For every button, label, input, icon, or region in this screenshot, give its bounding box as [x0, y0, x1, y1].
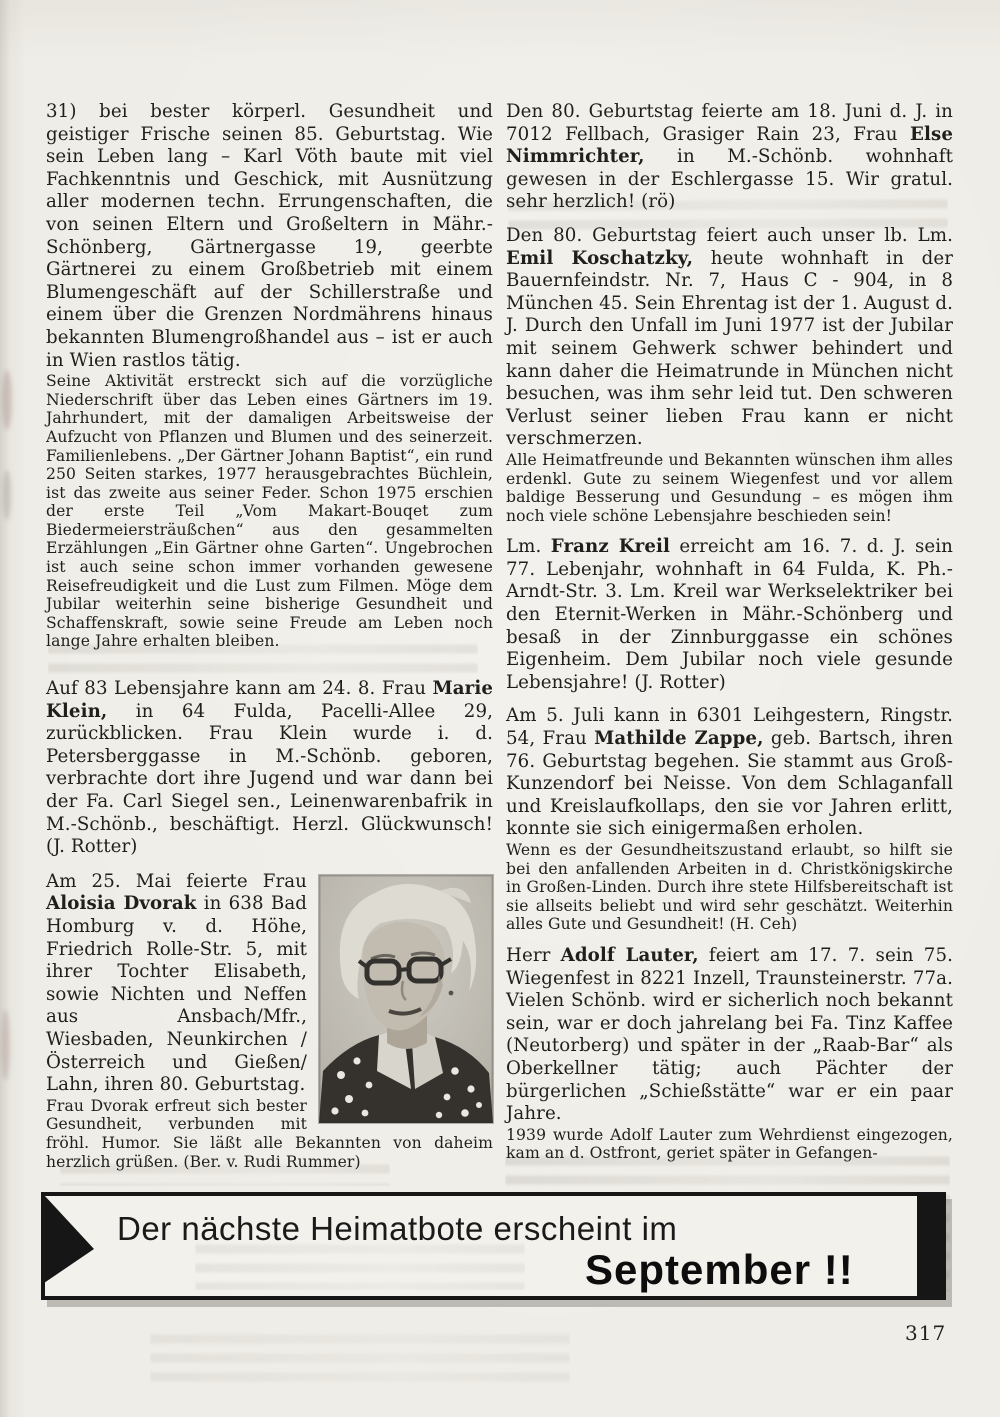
- article-with-photo: [46, 871, 493, 1171]
- paragraph-text: in 638 Bad Homburg v. d. Höhe, Friedrich Rolle-Str. 5, mit ihrer Tochter Elisabeth, sowie Nichten und Neffen aus Ansbach/Mfr., Wiesbaden, Neunkirchen /Österreich und Gießen/ Lahn, ihren 80. Geburtstag.: [46, 893, 308, 1096]
- left-column-articles: [46, 101, 493, 859]
- person-name-bold: Adolf Lauter,: [560, 944, 699, 966]
- article-paragraph: [506, 841, 953, 934]
- person-name-bold: Mathilde Zappe,: [594, 728, 764, 750]
- article-paragraph: [506, 101, 953, 214]
- article-paragraph: [46, 678, 493, 859]
- scan-edge-mark: [1, 1010, 10, 1080]
- paragraph-text: Den 80. Geburtstag feiert auch unser lb. Lm.: [506, 224, 953, 246]
- banner-end-bar: [917, 1196, 942, 1296]
- article-paragraph: [506, 225, 953, 451]
- paragraph-text: Auf 83 Lebensjahre kann am 24. 8. Frau: [46, 678, 433, 700]
- banner-arrow-icon: [44, 1195, 96, 1287]
- banner-text-line2: September !!: [585, 1246, 854, 1293]
- bleed-through-text: [150, 1330, 570, 1390]
- portrait-photo: [319, 875, 493, 1123]
- paragraph-text: Alle Heimatfreunde und Bekannten wünschen ihm alles erdenkl. Gute zu seinem Wiegenfest und vor allem baldige Besserung und Gesundung – es mögen ihm noch viele schöne Lebensjahre beschieden sein!: [506, 450, 953, 525]
- paragraph-text: Frau Dvorak erfreut sich bester Gesundheit, verbunden mit fröhl. Humor. Sie läßt alle Bekannten von daheim herzlich grüßen. (Ber. v. Rudi Rummer): [46, 1096, 493, 1171]
- scan-edge-mark: [3, 470, 11, 520]
- person-name-bold: Else Nimmrichter,: [506, 123, 953, 168]
- paragraph-text: 31) bei bester körperl. Gesundheit und geistiger Frische seinen 85. Geburtstag. Wie sein Leben lang – Karl Vöth baute mit viel Fachkenntnis und Geschick, mit Ausnützung aller modernen techn. Errungenschaften, die von seinen Eltern und Großeltern in Mähr.-Schönberg, Gärtnergasse 19, geerbte Gärtnerei zu einem Großbetrieb mit einem Blumengeschäft auf der Schillerstraße und einem über die Grenzen Nordmährens hinaus bekannten Blumengroßhandel aus – ist er auch in Wien rastlos tätig.: [46, 101, 493, 371]
- article-paragraph: [46, 372, 493, 651]
- article-paragraph: [506, 945, 953, 1126]
- paragraph-text: Herr: [506, 944, 561, 966]
- paragraph-text: geb. Bartsch, ihren 76. Geburtstag begehen. Sie stammt aus Groß-Kunzendorf bei Neisse. Von dem Schlaganfall und Kreislaufkollaps, den sie vor Jahren erlitt, konnte sie sich einigermaßen erholen.: [506, 728, 953, 840]
- paragraph-text: feiert am 17. 7. sein 75. Wiegenfest in 8221 Inzell, Traunsteinerstr. 77a. Vielen Schönb. wird er sicherlich noch bekannt sein, war er doch jahrelang bei Fa. Tinz Kaffee (Neutorberg) und später in der „Raab-Bar“ als Oberkellner tätig; auch Pächter der bürgerlichen „Schießstätte“ war er ein paar Jahre.: [506, 944, 953, 1125]
- paragraph-text: Am 25. Mai feierte Frau: [46, 870, 307, 892]
- two-column-text-area: [46, 101, 954, 1171]
- person-name-bold: Aloisia Dvorak: [46, 893, 197, 915]
- article-paragraph: [506, 705, 953, 841]
- person-name-bold: Marie Klein,: [46, 678, 493, 722]
- paragraph-text: Am 5. Juli kann in 6301 Leihgestern, Ringstr. 54, Frau: [506, 705, 953, 750]
- article-paragraph: [506, 1126, 953, 1163]
- paragraph-text: Seine Aktivität erstreckt sich auf die vorzügliche Niederschrift über das Leben eines Gärtners im 19. Jahrhundert, mit der damaligen Arbeitsweise der Aufzucht von Pflanzen und Blumen und des seinerzeit. Familienlebens. „Der Gärtner Johann Baptist“, ein rund 250 Seiten starkes, 1977 herausgebrachtes Büchlein, ist das zweite aus seiner Feder. Schon 1975 erschien der erste Teil „Vom Makart-Bouqet zum Biedermeiersträußchen“ aus den gesammelten Erzählungen „Ein Gärtner ohne Garten“. Ungebrochen ist auch seine schon immer vorhanden gewesene Reisefreudigkeit und die Lust zum Filmen. Möge dem Jubilar weiterhin seine bisherige Gesundheit und Schaffenskraft, sowie seine Freude am Leben noch lange Jahre erhalten bleiben.: [46, 372, 493, 651]
- paragraph-text: heute wohnhaft in der Bauernfeindstr. Nr. 7, Haus C - 904, in 8 München 45. Sein Ehrentag ist der 1. August d. J. Durch den Unfall im Juni 1977 ist der Jubilar mit seinem Gehwerk schwer behindert und kann daher die Heimatrunde in München nicht besuchen, was ihm sehr leid tut. Den schweren Verlust seiner lieben Frau kann er nicht verschmerzen.: [506, 247, 953, 450]
- announcement-banner: [41, 1192, 946, 1300]
- right-column: [506, 101, 953, 1171]
- paragraph-text: in M.-Schönb. wohnhaft gewesen in der Eschlergasse 15. Wir gratul. sehr herzlich! (rö): [506, 146, 953, 213]
- paragraph-text: Lm.: [506, 536, 551, 558]
- paragraph-text: erreicht am 16. 7. d. J. sein 77. Lebenjahr, wohnhaft in 64 Fulda, K. Ph.-Arndt-Str. 3. Lm. Kreil war Werkselektriker bei den Eternit-Werken in Mähr.-Schönberg und besaß in der Zinnburggasse ein schönes Eigenheim. Dem Jubilar noch viele gesunde Lebensjahre! (J. Rotter): [506, 536, 953, 693]
- paragraph-text: in 64 Fulda, Pacelli-Allee 29, zurückblicken. Frau Klein wurde i. d. Petersberggasse in M.-Schönb. geboren, verbrachte dort ihre Jugend und war dann bei der Fa. Carl Siegel sen., Leinenwarenbafrik in M.-Schönb., beschäftigt. Herzl. Glückwunsch! (J. Rotter): [46, 700, 493, 858]
- person-name-bold: Emil Koschatzky,: [506, 247, 694, 269]
- portrait-photo-illustration: [319, 875, 493, 1123]
- paragraph-text: Den 80. Geburtstag feierte am 18. Juni d. J. in 7012 Fellbach, Grasiger Rain 23, Frau: [506, 101, 953, 145]
- scan-edge-mark: [2, 370, 12, 430]
- banner-text-line1: Der nächste Heimatbote erscheint im: [117, 1210, 678, 1247]
- article-paragraph: [506, 536, 953, 694]
- page-number: 317: [905, 1321, 947, 1345]
- person-name-bold: Franz Kreil: [550, 536, 671, 558]
- paragraph-text: Wenn es der Gesundheitszustand erlaubt, so hilft sie bei den anfallenden Arbeiten in d. Christkönigskirche in Großen-Linden. Durch ihre stete Hilfsbereitschaft ist sie allseits beliebt und wird sehr geschätzt. Weiterhin alles Gute und Gesundheit! (H. Ceh): [506, 841, 953, 934]
- paragraph-text: 1939 wurde Adolf Lauter zum Wehrdienst eingezogen, kam an d. Ostfront, geriet später in Gefangen-: [506, 1125, 953, 1163]
- article-paragraph: [46, 101, 493, 372]
- article-paragraph: [506, 451, 953, 525]
- left-column: [46, 101, 493, 1171]
